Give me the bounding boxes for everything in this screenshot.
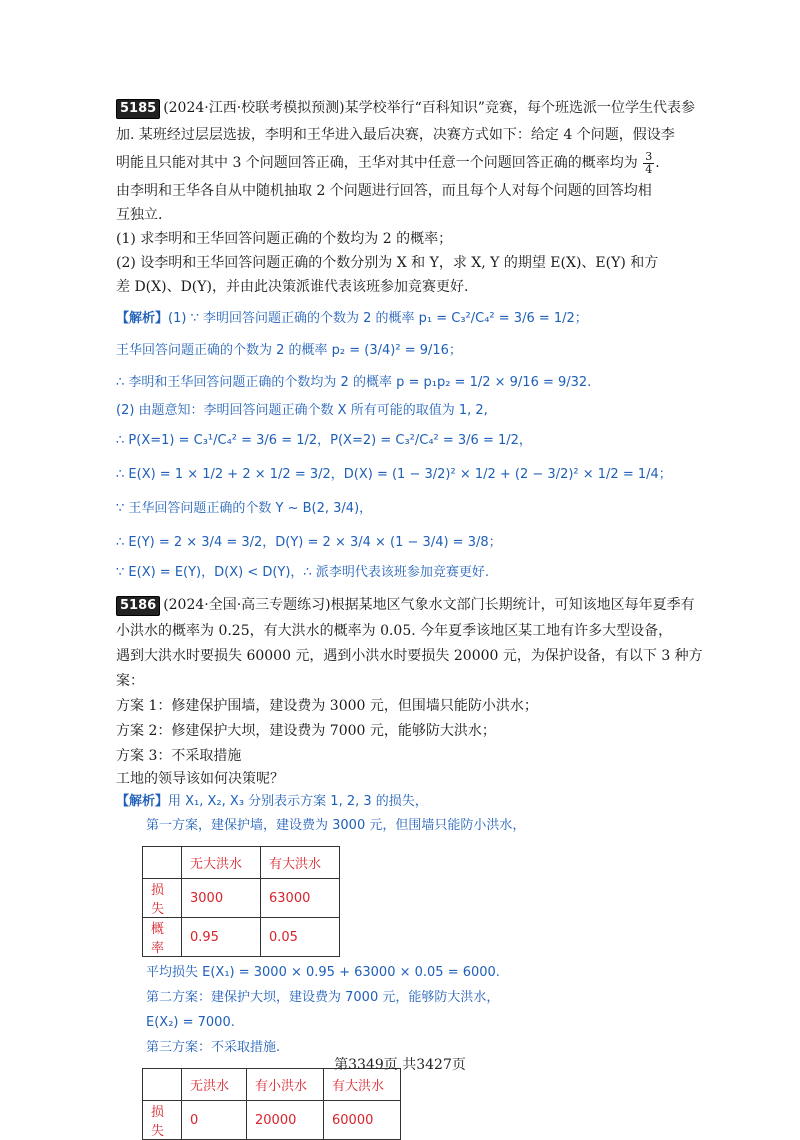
table-row: 损失 0 20000 60000 [143, 1101, 401, 1140]
problem-5185-question-1: (1) 求李明和王华回答问题正确的个数均为 2 的概率； [116, 231, 453, 247]
problem-5186-plan-1: 方案 1：修建保护围墙，建设费为 3000 元，但围墙只能防小洪水； [116, 698, 538, 714]
problem-5185-line-1: 5185 (2024·江西·校联考模拟预测)某学校举行“百科知识”竞赛，每个班选派一位学生代表参 [116, 98, 686, 119]
table-row: 损失 3000 63000 [143, 879, 340, 918]
solution-5185-line-7: ∵ 王华回答问题正确的个数 Y ~ B(2, 3/4)， [116, 501, 373, 516]
problem-5185-line-5: 互独立. [116, 207, 163, 223]
problem-number-badge: 5185 [116, 99, 160, 119]
solution-5186-line-3: 平均损失 E(X₁) = 3000 × 0.95 + 63000 × 0.05 = 6000. [146, 965, 500, 980]
problem-5186-plan-2: 方案 2：修建保护大坝，建设费为 7000 元，能够防大洪水； [116, 723, 496, 739]
solution-heading: 【解析】 [116, 794, 169, 809]
problem-5185-line-3: 明能且只能对其中 3 个问题回答正确，王华对其中任意一个问题回答正确的概率均为 $\frac{3}{4}$ . [116, 149, 660, 176]
fraction: $\frac{3}{4}$ [645, 149, 653, 176]
page-footer: 第3349页 共3427页 [334, 1057, 466, 1073]
problem-5186-line-3: 遇到大洪水时要损失 60000 元，遇到小洪水时要损失 20000 元，为保护设备，有以下 3 种方 [116, 648, 703, 664]
problem-number-badge: 5186 [116, 596, 160, 616]
solution-5185-line-8: ∴ E(Y) = 2 × 3/4 = 3/2，D(Y) = 2 × 3/4 × (1 − 3/4) = 3/8； [116, 535, 502, 550]
solution-5186-line-5: E(X₂) = 7000. [146, 1015, 235, 1030]
problem-5185-line-2: 加. 某班经过层层选拔，李明和王华进入最后决赛，决赛方式如下：给定 4 个问题，假设李 [116, 127, 675, 143]
solution-5186-line-4: 第二方案：建保护大坝，建设费为 7000 元，能够防大洪水， [146, 990, 500, 1005]
solution-5185-line-6: ∴ E(X) = 1 × 1/2 + 2 × 1/2 = 3/2，D(X) = (1 − 3/2)² × 1/2 + (2 − 3/2)² × 1/2 = 1/4； [116, 467, 672, 482]
solution-5185-line-3: ∴ 李明和王华回答问题正确的个数均为 2 的概率 p = p₁p₂ = 1/2 × 9/16 = 9/32. [116, 375, 592, 390]
problem-5185-question-2: (2) 设李明和王华回答问题正确的个数分别为 X 和 Y，求 X, Y 的期望 E(X)、E(Y) 和方 [116, 255, 659, 271]
solution-5185-line-9: ∵ E(X) = E(Y)，D(X) < D(Y)，∴ 派李明代表该班参加竞赛更好. [116, 565, 489, 580]
problem-5185-question-2-cont: 差 D(X)、D(Y)，并由此决策派谁代表该班参加竞赛更好. [116, 279, 469, 295]
table-row: 概率 0.95 0.05 [143, 918, 340, 957]
solution-5186-line-1: 【解析】用 X₁, X₂, X₃ 分别表示方案 1, 2, 3 的损失， [116, 794, 428, 809]
problem-5186-line-1: 5186 (2024·全国·高三专题练习)根据某地区气象水文部门长期统计，可知该地区每年夏季有 [116, 595, 686, 616]
solution-5186-line-2: 第一方案，建保护墙，建设费为 3000 元，但围墙只能防小洪水， [146, 818, 526, 833]
loss-table-plan-1 [142, 846, 340, 957]
content-area [116, 98, 703, 1140]
solution-5185-line-4: (2) 由题意知：李明回答问题正确个数 X 所有可能的取值为 1, 2, [116, 403, 488, 418]
problem-5186-question: 工地的领导该如何决策呢？ [116, 771, 284, 787]
solution-5185-line-2: 王华回答问题正确的个数为 2 的概率 p₂ = (3/4)² = 9/16； [116, 343, 462, 358]
solution-5185-line-1: 【解析】(1) ∵ 李明回答问题正确的个数为 2 的概率 p₁ = C₃²/C₄² = 3/6 = 1/2； [116, 311, 588, 326]
solution-5185-line-5: ∴ P(X=1) = C₃¹/C₄² = 3/6 = 1/2，P(X=2) = C₃²/C₄² = 3/6 = 1/2， [116, 433, 532, 448]
loss-table-plan-3 [142, 1068, 401, 1140]
problem-5186-plan-3: 方案 3：不采取措施 [116, 748, 242, 764]
problem-5185-line-4: 由李明和王华各自从中随机抽取 2 个问题进行回答，而且每个人对每个问题的回答均相 [116, 183, 652, 199]
problem-5186-line-4: 案： [116, 673, 144, 689]
table-row: 无大洪水 有大洪水 [143, 847, 340, 879]
problem-5186-line-2: 小洪水的概率为 0.25，有大洪水的概率为 0.05. 今年夏季该地区某工地有许多大型设备， [116, 623, 673, 639]
table-row: 无洪水 有小洪水 有大洪水 [143, 1069, 401, 1101]
solution-5186-line-6: 第三方案：不采取措施. [146, 1040, 281, 1055]
solution-heading: 【解析】 [116, 311, 169, 326]
